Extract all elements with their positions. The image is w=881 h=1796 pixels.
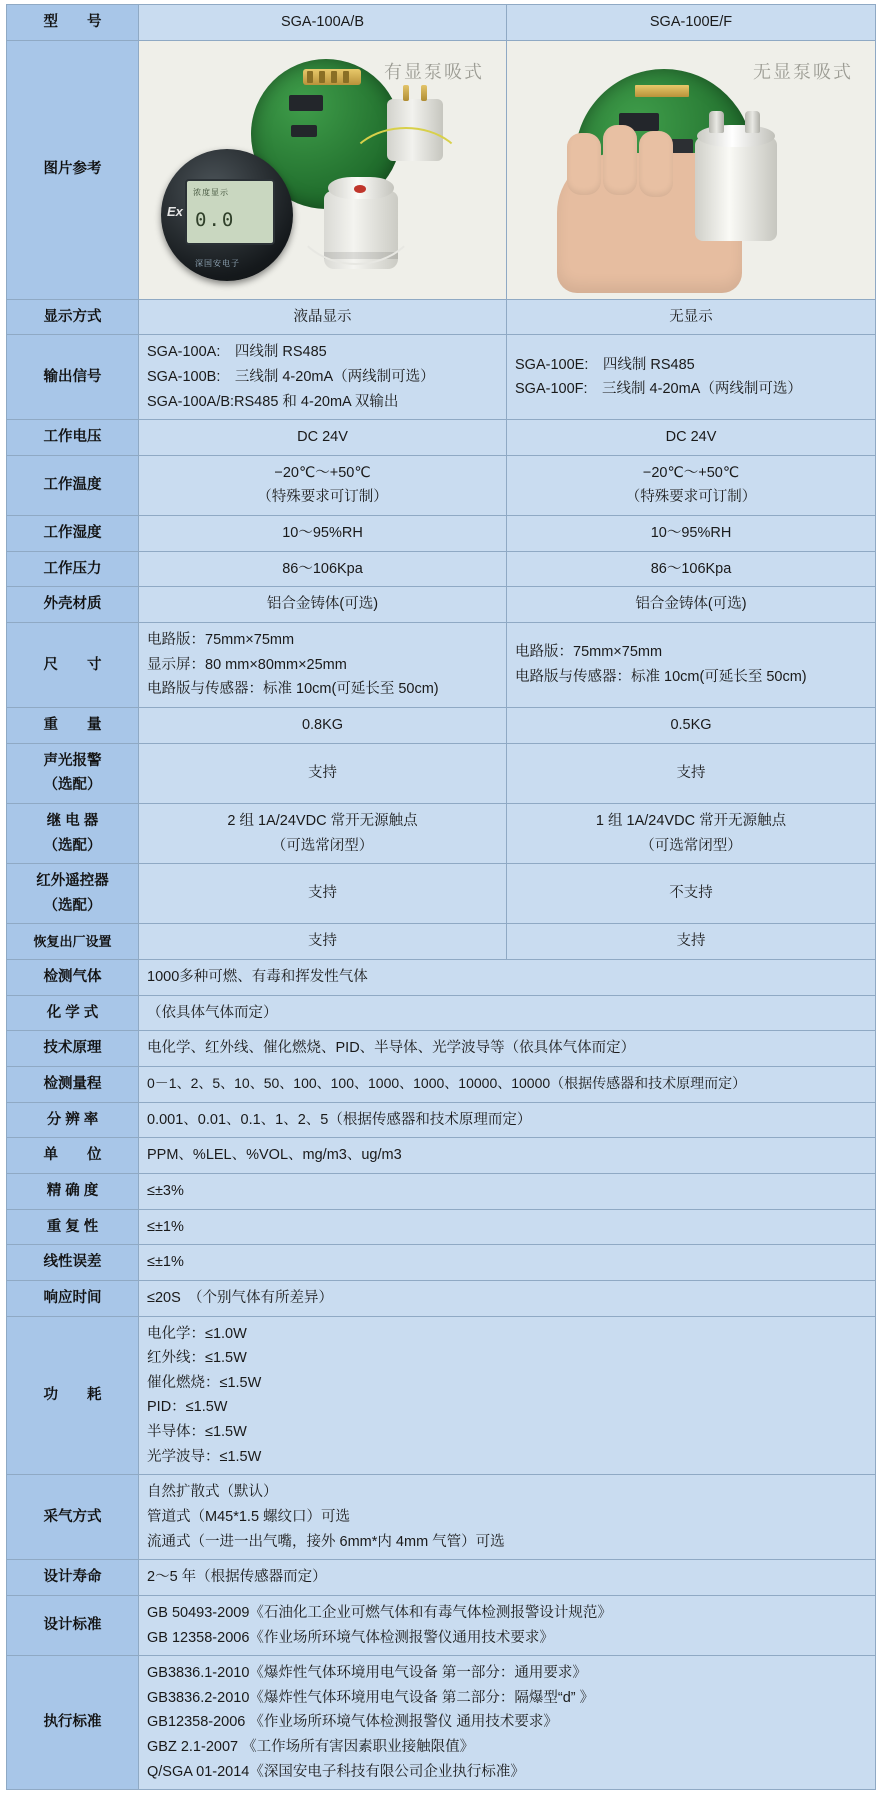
row-label-factory-reset: 恢复出厂设置 <box>7 924 139 960</box>
alarm-b: 支持 <box>507 743 876 803</box>
table-row-principle <box>7 1031 876 1067</box>
housing-b: 铝合金铸体(可选) <box>507 587 876 623</box>
row-label-linearity: 线性误差 <box>7 1245 139 1281</box>
row-label-alarm <box>7 743 139 803</box>
row-label-principle: 技术原理 <box>7 1031 139 1067</box>
table-row-lifespan <box>7 1560 876 1596</box>
table-row-relay <box>7 803 876 863</box>
row-label-sampling: 采气方式 <box>7 1475 139 1560</box>
temperature-b-line: −20℃～+50℃ <box>642 464 740 481</box>
row-label-chemical-formula: 化 学 式 <box>7 995 139 1031</box>
relay-b-line: （可选常闭型） <box>640 837 742 854</box>
dimensions-a-line: 显示屏：80 mm×80mm×25mm <box>147 656 347 673</box>
repeatability-value: ≤±1% <box>139 1209 876 1245</box>
table-row-display <box>7 299 876 335</box>
table-row-detected-gas <box>7 960 876 996</box>
accuracy-value: ≤±3% <box>139 1173 876 1209</box>
relay-a-line: 2 组 1A/24VDC 常开无源触点 <box>227 812 418 829</box>
row-label-dimensions: 尺 寸 <box>7 623 139 708</box>
table-row-dimensions <box>7 623 876 708</box>
relay-b-line: 1 组 1A/24VDC 常开无源触点 <box>595 812 787 829</box>
specification-table <box>6 4 876 1790</box>
execution-standard-line: GB12358-2006 《作业场所环境气体检测报警仪 通用技术要求》 <box>147 1714 558 1731</box>
response-time-value: ≤20S （个别气体有所差异） <box>139 1280 876 1316</box>
finger-icon <box>639 131 673 197</box>
table-row-accuracy <box>7 1173 876 1209</box>
chemical-formula-value: （依具体气体而定） <box>139 995 876 1031</box>
photo-caption-a: 有显泵吸式 <box>384 61 484 82</box>
design-standard-line: GB 50493-2009《石油化工企业可燃气体和有毒气体检测报警设计规范》 <box>147 1604 612 1621</box>
finger-icon <box>603 125 637 195</box>
row-label-response-time: 响应时间 <box>7 1280 139 1316</box>
row-label-humidity: 工作湿度 <box>7 516 139 552</box>
execution-standard-line: GB3836.2-2010《爆炸性气体环境用电气设备 第二部分：隔爆型“d” 》 <box>147 1689 595 1706</box>
row-label-display: 显示方式 <box>7 299 139 335</box>
alarm-a: 支持 <box>139 743 507 803</box>
row-label-housing: 外壳材质 <box>7 587 139 623</box>
table-row-humidity <box>7 516 876 552</box>
power-line: 半导体：≤1.5W <box>147 1424 247 1441</box>
table-row-response-time <box>7 1280 876 1316</box>
dimensions-b-line: 电路版：75mm×75mm <box>515 644 663 661</box>
table-row-unit <box>7 1138 876 1174</box>
relay-a <box>139 803 507 863</box>
row-label-ir-line2: （选配） <box>43 897 102 914</box>
relay-a-line: （可选常闭型） <box>271 837 374 854</box>
detected-gas-value: 1000多种可燃、有毒和挥发性气体 <box>139 960 876 996</box>
power-value <box>139 1316 876 1475</box>
output-b <box>507 335 876 420</box>
temperature-a <box>139 455 507 515</box>
row-label-power: 功 耗 <box>7 1316 139 1475</box>
table-row-chemical-formula <box>7 995 876 1031</box>
voltage-a: DC 24V <box>139 420 507 456</box>
design-standard-line: GB 12358-2006《作业场所环境气体检测报警仪通用技术要求》 <box>147 1629 554 1646</box>
lcd-digits: 0.0 <box>195 209 236 232</box>
table-row-factory-reset <box>7 924 876 960</box>
row-label-alarm-line2: （选配） <box>43 777 102 794</box>
photo-cell-a <box>139 40 507 299</box>
table-row-power <box>7 1316 876 1475</box>
output-a-line: SGA-100A/B:RS485 和 4-20mA 双输出 <box>147 393 399 410</box>
power-line: 电化学：≤1.0W <box>147 1325 247 1342</box>
row-label-design-standard: 设计标准 <box>7 1595 139 1655</box>
output-a-line: SGA-100B: 三线制 4-20mA（两线制可选） <box>147 368 435 385</box>
row-label-unit: 单 位 <box>7 1138 139 1174</box>
temperature-a-line: （特殊要求可订制） <box>257 489 388 506</box>
table-row-repeatability <box>7 1209 876 1245</box>
row-label-weight: 重 量 <box>7 707 139 743</box>
table-row-output <box>7 335 876 420</box>
row-label-ir-remote <box>7 864 139 924</box>
housing-a: 铝合金铸体(可选) <box>139 587 507 623</box>
resolution-value: 0.001、0.01、0.1、1、2、5（根据传感器和技术原理而定） <box>139 1102 876 1138</box>
table-row-sampling <box>7 1475 876 1560</box>
table-row-linearity <box>7 1245 876 1281</box>
row-label-lifespan: 设计寿命 <box>7 1560 139 1596</box>
ir-remote-a: 支持 <box>139 864 507 924</box>
pressure-b: 86～106Kpa <box>507 551 876 587</box>
sampling-line: 自然扩散式（默认） <box>147 1484 278 1501</box>
table-row-voltage <box>7 420 876 456</box>
temperature-a-line: −20℃～+50℃ <box>274 464 371 481</box>
display-a: 液晶显示 <box>139 299 507 335</box>
sampling-line: 管道式（M45*1.5 螺纹口）可选 <box>147 1508 351 1525</box>
sampling-value <box>139 1475 876 1560</box>
row-label-relay-line1: 继 电 器 <box>46 812 99 829</box>
range-value: 0－1、2、5、10、50、100、100、1000、1000、10000、10000（根据传感器和技术原理而定） <box>139 1067 876 1103</box>
photo-pump-with-display <box>139 41 506 299</box>
principle-value: 电化学、红外线、催化燃烧、PID、半导体、光学波导等（依具体气体而定） <box>139 1031 876 1067</box>
table-row-housing <box>7 587 876 623</box>
power-line: 催化燃烧：≤1.5W <box>147 1374 262 1391</box>
output-a <box>139 335 507 420</box>
output-a-line: SGA-100A: 四线制 RS485 <box>147 344 327 361</box>
humidity-a: 10～95%RH <box>139 516 507 552</box>
row-label-temperature: 工作温度 <box>7 455 139 515</box>
display-unit-icon <box>161 149 293 281</box>
table-row-execution-standard <box>7 1656 876 1790</box>
execution-standard-line: GB3836.1-2010《爆炸性气体环境用电气设备 第一部分：通用要求》 <box>147 1665 587 1682</box>
dimensions-a <box>139 623 507 708</box>
factory-reset-a: 支持 <box>139 924 507 960</box>
linearity-value: ≤±1% <box>139 1245 876 1281</box>
temperature-b-line: （特殊要求可订制） <box>625 489 757 506</box>
execution-standard-value <box>139 1656 876 1790</box>
execution-standard-line: GBZ 2.1-2007 《工作场所有害因素职业接触限值》 <box>147 1739 475 1756</box>
row-label-photos: 图片参考 <box>7 40 139 299</box>
row-label-pressure: 工作压力 <box>7 551 139 587</box>
table-row-alarm <box>7 743 876 803</box>
row-label-detected-gas: 检测气体 <box>7 960 139 996</box>
ex-mark: Ex <box>167 203 183 219</box>
factory-reset-b: 支持 <box>507 924 876 960</box>
model-b: SGA-100E/F <box>507 5 876 41</box>
row-label-output: 输出信号 <box>7 335 139 420</box>
sensor-housing-icon-b <box>695 137 777 241</box>
execution-standard-line: Q/SGA 01-2014《深国安电子科技有限公司企业执行标准》 <box>147 1763 525 1780</box>
model-a: SGA-100A/B <box>139 5 507 41</box>
row-label-resolution: 分 辨 率 <box>7 1102 139 1138</box>
white-wire <box>289 151 423 265</box>
row-label-relay-line2: （选配） <box>43 837 102 854</box>
ir-remote-b: 不支持 <box>507 864 876 924</box>
row-label-accuracy: 精 确 度 <box>7 1173 139 1209</box>
table-row-ir-remote <box>7 864 876 924</box>
voltage-b: DC 24V <box>507 420 876 456</box>
humidity-b: 10～95%RH <box>507 516 876 552</box>
pressure-a: 86～106Kpa <box>139 551 507 587</box>
photo-cell-b <box>507 40 876 299</box>
row-label-range: 检测量程 <box>7 1067 139 1103</box>
design-standard-value <box>139 1595 876 1655</box>
table-row-photos <box>7 40 876 299</box>
lifespan-value: 2～5 年（根据传感器而定） <box>139 1560 876 1596</box>
row-label-ir-line1: 红外遥控器 <box>36 873 109 890</box>
power-line: 光学波导：≤1.5W <box>147 1448 262 1465</box>
table-row-temperature <box>7 455 876 515</box>
output-b-line: SGA-100E: 四线制 RS485 <box>515 356 695 373</box>
power-line: PID：≤1.5W <box>147 1399 228 1416</box>
table-row-pressure <box>7 551 876 587</box>
weight-b: 0.5KG <box>507 707 876 743</box>
power-line: 红外线：≤1.5W <box>147 1350 247 1367</box>
table-row-design-standard <box>7 1595 876 1655</box>
display-b: 无显示 <box>507 299 876 335</box>
lcd-top-text: 浓度显示 <box>193 187 229 197</box>
temperature-b <box>507 455 876 515</box>
photo-pump-no-display <box>507 41 875 299</box>
photo-caption-b: 无显泵吸式 <box>753 61 853 82</box>
lcd-screen <box>185 179 275 245</box>
table-row-resolution <box>7 1102 876 1138</box>
dimensions-b-line: 电路版与传感器：标准 10cm(可延长至 50cm) <box>515 669 807 685</box>
brand-text: 深国安电子 <box>195 259 240 269</box>
row-label-execution-standard: 执行标准 <box>7 1656 139 1790</box>
table-row-model <box>7 5 876 41</box>
row-label-relay <box>7 803 139 863</box>
table-row-weight <box>7 707 876 743</box>
table-row-range <box>7 1067 876 1103</box>
dimensions-a-line: 电路版：75mm×75mm <box>147 632 295 649</box>
dimensions-b <box>507 623 876 708</box>
weight-a: 0.8KG <box>139 707 507 743</box>
finger-icon <box>567 133 601 195</box>
sampling-line: 流通式（一进一出气嘴，接外 6mm*内 4mm 气管）可选 <box>147 1533 505 1550</box>
relay-b <box>507 803 876 863</box>
row-label-repeatability: 重 复 性 <box>7 1209 139 1245</box>
row-label-voltage: 工作电压 <box>7 420 139 456</box>
unit-value: PPM、%LEL、%VOL、mg/m3、ug/m3 <box>139 1138 876 1174</box>
row-label-model: 型 号 <box>7 5 139 41</box>
dimensions-a-line: 电路版与传感器：标准 10cm(可延长至 50cm) <box>147 681 439 698</box>
output-b-line: SGA-100F: 三线制 4-20mA（两线制可选） <box>515 381 802 398</box>
row-label-alarm-line1: 声光报警 <box>43 752 102 769</box>
